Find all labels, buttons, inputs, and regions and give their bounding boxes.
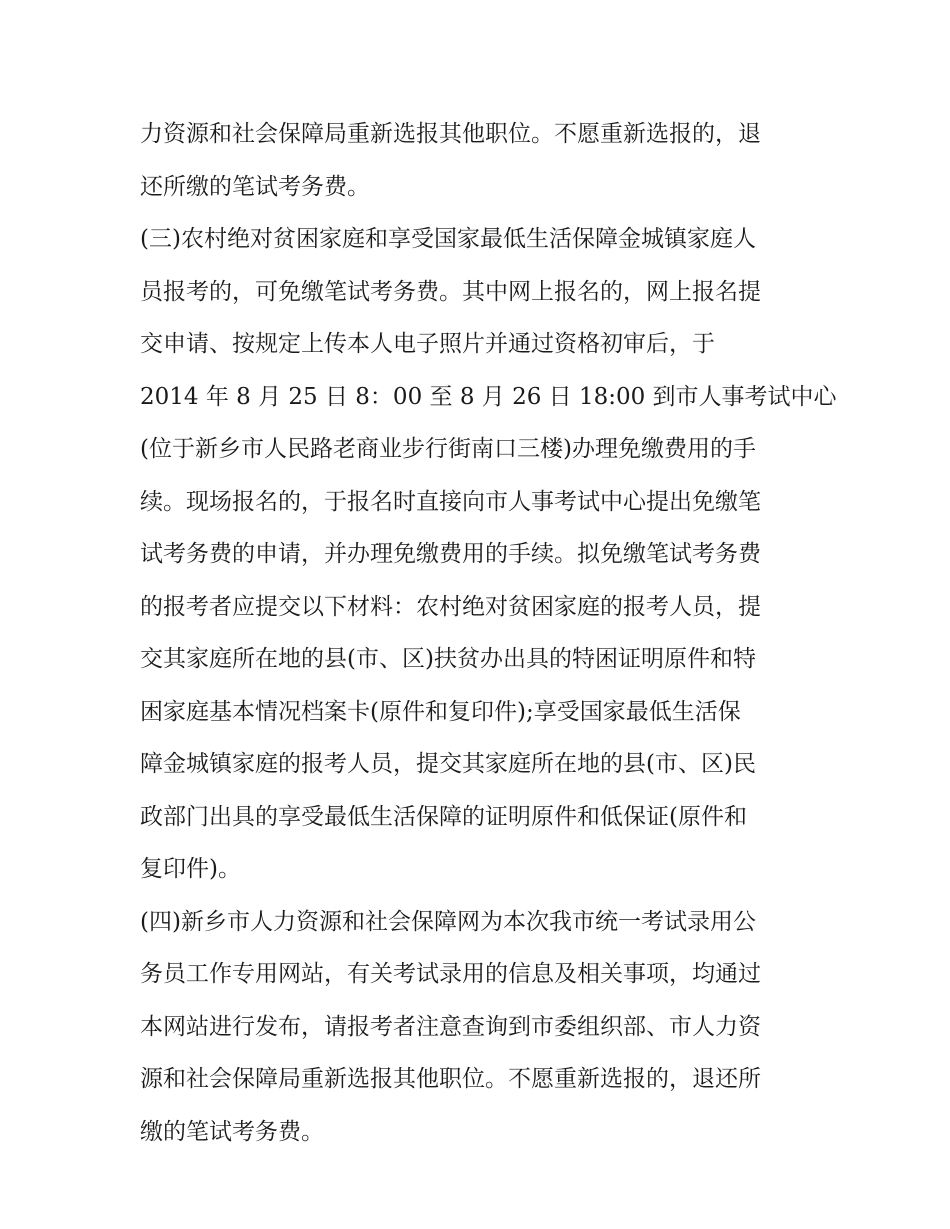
text-line: 本网站进行发布，请报考者注意查询到市委组织部、市人力资 <box>140 1013 761 1040</box>
text-line: 缴的笔试考务费。 <box>140 1118 324 1145</box>
text-line: 交其家庭所在地的县(市、区)扶贫办出具的特困证明原件和特 <box>140 646 756 672</box>
text-line: 复印件)。 <box>140 856 241 882</box>
text-line: 交申请、按规定上传本人电子照片并通过资格初审后，于 <box>140 331 715 357</box>
document-body <box>140 108 837 1158</box>
text-line: 困家庭基本情况档案卡(原件和复印件);享受国家最低生活保 <box>140 698 741 725</box>
text-line: (位于新乡市人民路老商业步行街南口三楼)办理免缴费用的手 <box>140 436 756 462</box>
text-line: (三)农村绝对贫困家庭和享受国家最低生活保障金城镇家庭人 <box>140 226 756 252</box>
text-line: 务员工作专用网站，有关考试录用的信息及相关事项，均通过 <box>140 961 761 987</box>
text-line: 2014 年 8 月 25 日 8：00 至 8 月 26 日 18:00 到市人事考试中心 <box>140 383 837 410</box>
text-line: 试考务费的申请，并办理免缴费用的手续。拟免缴笔试考务费 <box>140 541 761 567</box>
text-line: 政部门出具的享受最低生活保障的证明原件和低保证(原件和 <box>140 803 747 830</box>
text-line: 障金城镇家庭的报考人员，提交其家庭所在地的县(市、区)民 <box>140 751 756 777</box>
text-line: 员报考的，可免缴笔试考务费。其中网上报名的，网上报名提 <box>140 278 761 305</box>
text-line: (四)新乡市人力资源和社会保障网为本次我市统一考试录用公 <box>140 908 756 935</box>
text-line: 的报考者应提交以下材料：农村绝对贫困家庭的报考人员，提 <box>140 593 761 620</box>
text-line: 还所缴的笔试考务费。 <box>140 173 370 200</box>
text-line: 力资源和社会保障局重新选报其他职位。不愿重新选报的，退 <box>140 121 761 147</box>
text-line: 源和社会保障局重新选报其他职位。不愿重新选报的，退还所 <box>140 1066 761 1092</box>
text-line: 续。现场报名的，于报名时直接向市人事考试中心提出免缴笔 <box>140 488 761 515</box>
